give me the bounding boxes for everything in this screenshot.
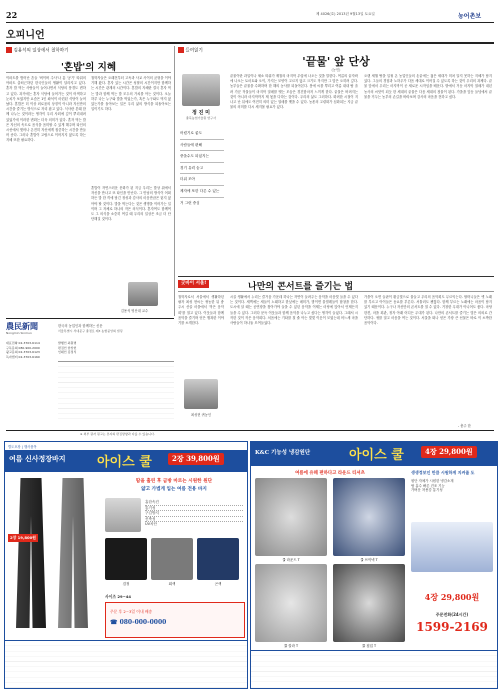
list-item: 거 그런 중심 <box>180 200 200 205</box>
column-philosophy <box>6 46 171 316</box>
swatch-label-1: 검정 <box>122 582 130 586</box>
section-title: 오피니언 <box>6 30 45 41</box>
ad-tshirts-sub: 여름에 유해 편하다고 라운드 티셔츠 <box>295 471 365 476</box>
ad-tshirts-price: 4장 29,800원 <box>424 592 480 602</box>
ad-tshirts-bottom-band <box>251 650 497 689</box>
columnist-byline: 김용석 영산대 교수 <box>120 309 149 313</box>
issue-info: 제 4026(호) 2013년 9월13일 토요일 <box>316 12 375 16</box>
ad-pants-order-phone[interactable]: ☎ 080-000-0000 <box>110 619 167 626</box>
header-rule <box>6 22 494 23</box>
tag-label: 김용석의 일상에서 철학하기 <box>13 48 69 54</box>
footer-note: ※ 외부 필자 원고는 본지의 편집방향과 다를 수 있습니다. <box>80 432 155 436</box>
info-title: 생생정보인 만큼 시원하게 지켜줄 도 <box>411 470 475 475</box>
goodbye-author-desc: 철학자로서 서울에서 생활하던 필자 최성 현씨는 귀농한 뒤 충주시 산골 마을에서 '작은 음악회'를 열고 있다. 이웃들과 함께 음악을 즐기며 얻은 행복한 이야기를 소개한다. <box>178 295 224 326</box>
tshirt-label-4: 쿨 집업 T <box>361 644 377 648</box>
ad-pants-order-box <box>105 602 245 638</box>
ad-pants-bottom-band <box>5 640 247 689</box>
swatch-label-2: 회색 <box>168 582 176 586</box>
swatch-1 <box>105 538 147 580</box>
masthead-address: 서울특별시 서대문구 충정로 제3 농협중앙회 빌딩 <box>58 329 123 333</box>
essay-subhead: (농민) <box>331 68 341 72</box>
tshirt-label-2: 쿨 브이넥 T <box>360 558 378 562</box>
ad-pants-photos <box>8 476 103 636</box>
essay-side-list <box>180 128 224 208</box>
feature-item: UV차단 <box>145 522 158 527</box>
list-item: 경기 유력 숨고 <box>180 163 224 175</box>
author-photo <box>182 74 220 106</box>
column-body-right: 철학자들은 오래전부터 고독과 사교 사이의 균형을 이야기해 왔다. 혼자 있는 시간은 성찰의 시간이지만 함께하는 시간은 관계의 시간이다. 혼밥의 지혜란 결국 혼자 먹는 밥과 함께 먹는 밥 모두의 가치를 아는 것이다. 오늘 하루 나는 누구와 밥을 먹었는가, 혹은 누구와도 먹지 않았는가를 돌아보는 일은 우리 삶의 방식을 되돌아보는 일이기도 하다. <box>91 76 171 112</box>
ad-tshirts-title: 아이스 쿨 <box>349 448 404 463</box>
essay-bottom-rule <box>178 276 494 277</box>
ad-pants-order-note: 주문 후 2~3일 이내 배송 <box>110 609 153 614</box>
list-item: 사람들에 편해 <box>180 140 224 152</box>
ad-pants-swatches <box>105 538 243 590</box>
masthead-block <box>6 321 174 429</box>
tshirt-photo-4 <box>333 564 405 642</box>
ad-pants-badge: 2장 39,800원 <box>168 453 224 465</box>
column-headline: '혼밥'의 지혜 <box>60 62 116 73</box>
contact-line: 독자센터 02-3703-6160 <box>6 354 40 359</box>
headline-underline <box>6 72 171 73</box>
staff-line: 편집인 한상헌 <box>58 345 77 350</box>
ad-pants[interactable] <box>4 441 248 689</box>
goodbye-body-left: 시골 생활에서 누리는 즐거움 가운데 하나는 자연이 들려주는 음악을 마음껏 들을 수 있다는 것이다. 새벽에는 새들이 노래하고 한낮에는 매미가, 밤이면 풀벌레들이 합창을 한다. 도시에 살 때는 공연장을 찾아가야 들을 수 있던 음악을 이제는 마당에 앉아서 언제든지 들을 수 있다. 그러다 문득 이웃들과 함께 음악을 나누고 싶다는 생각이 들었다. 그래서 시작한 것이 작은 음악회다. 처음에는 기타를 칠 줄 아는 몇몇 이웃이 모였는데 어느새 마을 사람들이 하나둘 모여들었다. <box>230 295 358 326</box>
tshirt-label-3: 쿨 칼라 T <box>283 644 299 648</box>
column-body-right-2: 혼밥이 자연스러운 문화가 된 지금 우리는 밥상 위에서 자신을 만나고 또 타인을 만난다. 그 만남의 방식이 어떠하든 밥 한 끼에 담긴 정성과 감사의 마음만큼은 잃지 않아야 할 것이다. 밥을 먹는다는 것은 생명을 이어가는 일이며 그 자체로 하나의 작은 의식이다. 혼자여도 함께여도 그 의식을 소중히 여길 때 우리의 일상은 조금 더 단단해질 것이다. <box>91 186 171 222</box>
essay-body-right: 오랜 세월 땅을 일궈 온 농업인들의 손끝에는 젊은 세대가 미처 알지 못하는 지혜가 담겨 있다. 그들의 경험과 노하우가 다음 세대로 이어질 수 있도록 하는 것이 우리의 과제다. 끝물 앞에서 우리는 마지막이 곧 새로운 시작임을 배운다. 밭에서 거둔 마지막 열매가 내년 농사의 씨앗이 되듯 한 세대의 끝물은 다음 세대의 첫물이 된다. 가을을 앞둔 들녘에서 끝물을 거두는 농부의 손길을 바라보며 감사의 마음을 전하고 싶다. <box>364 74 492 99</box>
column-body-left: 이파트를 벗어난 흔들 '버이버 주사'나 흩 '공기' 따위의 아파트 출퇴근하던 한국인들의 생활이 달라지고 있다. 혼자 밥 먹는 사람들이 늘어나면서 식당의 풍경도 변하고 있다. 과거에는 혼자 식당에 들어가는 것이 어색하고 눈치가 보였지만 요즘은 1인 좌석이 마련된 식당이 늘어났다. 혼밥은 더 이상 외로움의 상징이 아니라 자신만의 시간을 즐기는 방식으로 자리 잡고 있다. 식사란 본래 함께 나누는 것이라는 생각이 우리 사회에 깊이 뿌리내려 있었기에 이러한 변화는 더욱 의미가 있다. 혼자 먹는 밥은 자신의 속도로 음식을 음미할 수 있게 해주며 타인의 시선에서 벗어나 온전히 자신에게 집중하는 시간을 만들어 준다. 그러나 혼밥이 고립으로 이어지지 않도록 하는 지혜 또한 필요하다. <box>6 76 86 143</box>
ad-tshirts-detail-photo <box>411 522 493 572</box>
ad-tshirts-top: K&C 기능성 냉감원단 <box>255 450 311 456</box>
goodbye-author-photo <box>184 379 218 409</box>
order-label: 주문전화(24시간) <box>435 612 469 617</box>
goodbye-headline: 나만의 콘서트를 즐기는 법 <box>248 282 354 292</box>
ad-tshirts-info <box>411 470 493 493</box>
goodbye-body-right: 가을이 오면 들판이 황금빛으로 물들고 우리의 음악회도 무르익는다. 할머니들은 옛 노래를 부르고 아이들은 동요를 부른다. 서툴러도 괜찮다. 함께 부르는 노래에는 마음이 담겨 있기 때문이다. 누구나 자신만의 콘서트를 열 수 있다. 거창한 무대가 아니어도 좋다. 마당 한켠, 마을 회관, 정자 아래 어디든 무대가 된다. 나만의 콘서트를 즐기는 법은 의외로 간단하다. 귀를 열고 마음을 여는 것이다. 서울을 떠나 얻은 가장 큰 선물은 바로 이 소박한 음악이다. <box>364 295 492 326</box>
ad-tshirts-banner <box>251 442 497 466</box>
columnist-photo <box>128 282 158 306</box>
feature-item: 신축성 <box>145 517 243 523</box>
pants-price-tag: 2장 19,800원 <box>10 535 36 540</box>
goodbye-label <box>178 280 209 288</box>
paper-name: 농어촌보 <box>458 13 482 20</box>
author-affiliation: 충북농업기술원 연구사 <box>186 116 216 120</box>
ad-pants-title: 아이스 쿨 <box>97 455 152 470</box>
feature-item: 흡한속건 <box>145 500 243 506</box>
swatch-label-3: 곤색 <box>214 582 222 586</box>
tshirt-label-1: 쿨 라운드 T <box>282 558 300 562</box>
ad-tshirts-order-box[interactable] <box>411 612 493 646</box>
list-item: 중을수도 되었지는 <box>180 151 224 163</box>
order-phone[interactable]: 1599-2169 <box>416 620 488 634</box>
column-essay <box>178 46 494 274</box>
pants-photo-2 <box>58 478 88 628</box>
staff-line: 인쇄인 김정식 <box>58 350 77 355</box>
tag-bar-icon <box>6 47 12 53</box>
tshirt-photo-3 <box>255 564 327 642</box>
masthead-slogan: 한국의 농업인과 함께하는 신문 <box>58 324 103 328</box>
ad-pants-tag: 별도포장 | 행사품목 <box>8 445 37 449</box>
tshirt-photo-2 <box>333 478 405 556</box>
ad-pants-features <box>145 500 243 527</box>
contact-line: 구독문의 080-900-2000 <box>6 345 40 350</box>
column-goodbye-seoul <box>178 279 494 432</box>
masthead-sub: Nongmin Sinmun <box>6 331 32 335</box>
ad-pants-top: 여름 신사정장바지 <box>9 454 66 463</box>
list-item: 더위 모아 <box>180 174 224 186</box>
ad-pants-size: 사이즈 29~44 <box>105 594 132 599</box>
column-tag <box>6 47 156 56</box>
contact-line: 대표전화 02-3703-6114 <box>6 341 40 345</box>
page-number: 22 <box>6 10 18 20</box>
essay-body-left: 끝물이란 과일이나 채소 따위가 제철의 마지막 무렵에 나오는 것을 말한다. 여름의 끝자락에 나오는 토마토와 오이, 가지는 모양이 고르지 않고 크기도 작지만 그 맛은 오히려 깊다. 농부들은 끝물을 수확하며 한 해의 농사를 되돌아본다. 봄에 씨를 뿌리고 여름 내내 땀 흘려 가꾼 작물들이 마지막 열매를 맺는 모습은 경건함마저 느끼게 한다. 끝물은 버려지는 것이 아니라 마지막까지 제 몫을 다하는 것이다. 우리의 삶도 그러하다. 화려한 시절이 지나고 난 뒤에도 여전히 의미 있는 열매를 맺을 수 있다. 농촌의 고령화가 심화되는 지금 끝물의 의미를 다시 새겨볼 필요가 있다. <box>230 74 358 110</box>
pants-photo-1 <box>16 478 46 628</box>
swatch-2 <box>151 538 193 580</box>
col-divider-1 <box>174 46 175 316</box>
ad-tshirts-badge: 4장 29,800원 <box>421 446 477 458</box>
masthead-grid-decoration <box>58 361 174 420</box>
ad-pants-banner <box>5 450 247 472</box>
feature-item: 통기성 <box>145 506 243 512</box>
masthead-top-rule <box>6 318 174 319</box>
ad-pants-detail-photo <box>105 498 141 532</box>
section-rule <box>6 42 494 44</box>
staff-line: 발행인 최원병 <box>58 341 77 345</box>
pitch-line-2: 얇고 가볍게 입는 여름 전용 바지 <box>141 487 207 492</box>
swatch-3 <box>197 538 239 580</box>
label-text: 굿바이 서울! <box>181 281 207 286</box>
list-item: 어렸기로 좋도 <box>180 128 224 140</box>
info-line: 원단 자체가 시원한 냉감소재 <box>411 479 454 483</box>
feature-item: 구김방지 <box>145 511 243 517</box>
pitch-line-1: 땀을 흘린 후 금방 마르는 시원한 원단 <box>135 479 213 484</box>
list-item: 제자에 또한 다른 수 있는 <box>180 186 224 198</box>
masthead-bottom-rule <box>6 430 494 431</box>
info-line: 가벼운 착용감 통기성 <box>411 488 443 493</box>
author-name: 정 진 미 <box>192 110 210 116</box>
ad-tshirts[interactable] <box>250 441 498 689</box>
masthead-staff <box>58 341 174 355</box>
contact-line: 광고문의 02-3703-6123 <box>6 350 40 355</box>
info-line: 땀 흡수 빠른 건조 기능 <box>411 483 445 488</box>
goodbye-author-name: 최성현 귀농인 <box>190 413 212 417</box>
masthead-contacts <box>6 341 56 359</box>
ad-tshirts-photo-grid <box>255 478 407 646</box>
goodbye-headline-rule <box>178 291 494 292</box>
masthead-name: 農民新聞 <box>6 321 38 331</box>
ad-pants-pitch <box>105 478 243 492</box>
tshirt-photo-1 <box>255 478 327 556</box>
tag-label: 들여읽기 <box>185 48 203 54</box>
essay-headline: '끝물' 앞 단상 <box>302 55 370 68</box>
goodbye-signoff: - 충주 한 <box>458 424 471 428</box>
